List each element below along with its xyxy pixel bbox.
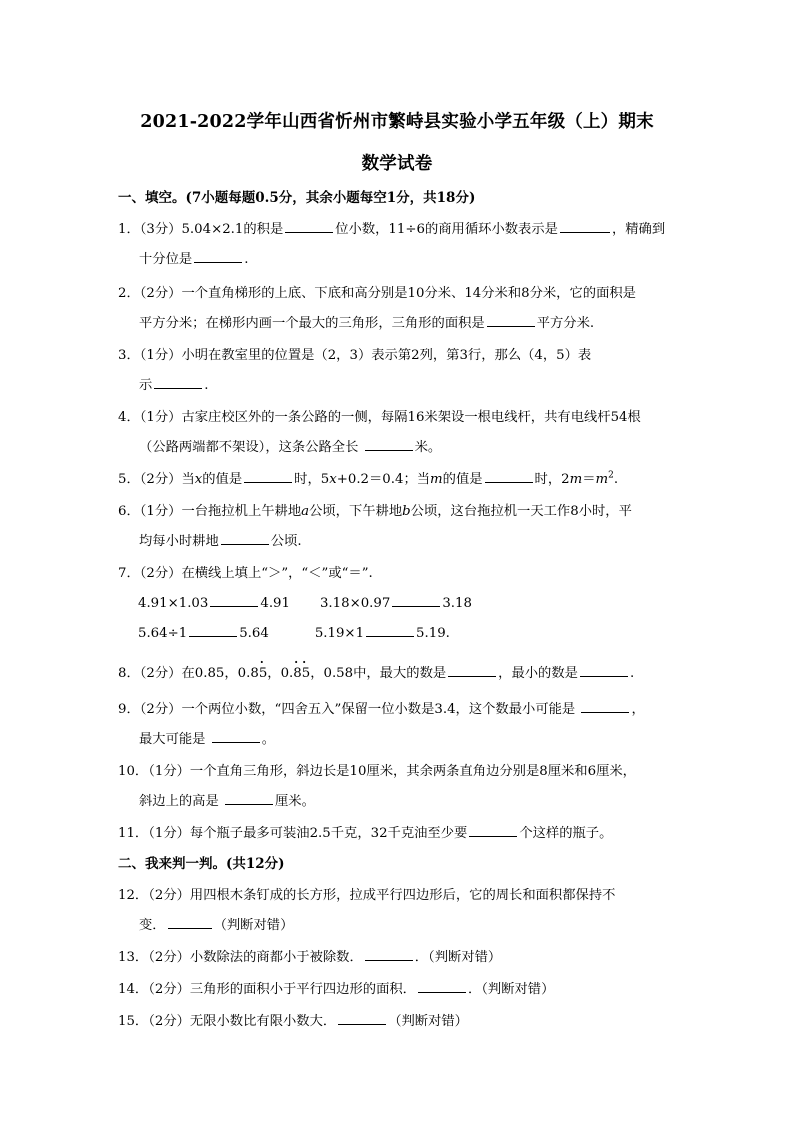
question-13: 13．（2分）小数除法的商都小于被除数． ．（判断对错）	[118, 950, 502, 965]
answer-blank[interactable]	[225, 792, 273, 805]
repeat-dot-icon: ·	[302, 656, 307, 669]
section-heading-fill: 一、填空。(7小题每题0.5分，其余小题每空1分，共18分)	[118, 190, 476, 206]
answer-blank[interactable]	[487, 314, 535, 327]
answer-blank[interactable]	[448, 664, 496, 677]
question-6-cont: 均每小时耕地 公顷.	[139, 534, 302, 549]
repeating-decimal-digits: · 5	[258, 656, 268, 681]
question-10-cont: 斜边上的高是 厘米。	[139, 794, 315, 809]
answer-blank[interactable]	[189, 624, 237, 637]
paper-title-line2: 数学试卷	[361, 154, 433, 174]
answer-blank[interactable]	[580, 664, 628, 677]
question-6: 6．（1分）一台拖拉机上午耕地a公顷，下午耕地b公顷，这台拖拉机一天工作8小时，平	[118, 504, 632, 519]
question-9: 9．（2分）一个两位小数，“四舍五入”保留一位小数是3.4，这个数最小可能是 ，	[118, 702, 645, 717]
section-heading-judge: 二、我来判一判。(共12分)	[118, 856, 285, 872]
answer-blank[interactable]	[221, 532, 269, 545]
question-9-cont: 最大可能是 。	[139, 732, 276, 747]
repeat-dot-icon: ·	[294, 656, 299, 669]
answer-blank[interactable]	[560, 220, 610, 233]
answer-blank[interactable]	[194, 250, 242, 263]
answer-blank[interactable]	[244, 470, 292, 483]
repeat-dot-icon: ·	[259, 656, 264, 669]
answer-blank[interactable]	[365, 948, 413, 961]
question-2-cont: 平方分米；在梯形内画一个最大的三角形，三角形的面积是 平方分米.	[139, 316, 595, 331]
question-2: 2．（2分）一个直角梯形的上底、下底和高分别是10分米、14分米和8分米，它的面积是	[118, 286, 636, 301]
question-7-row-1: 4.91×1.03 4.91 3.18×0.97 3.18	[138, 596, 472, 611]
question-4: 4．（1分）古家庄校区外的一条公路的一侧，每隔16米架设一根电线杆，共有电线杆54根	[118, 410, 641, 425]
answer-blank[interactable]	[581, 700, 629, 713]
answer-blank[interactable]	[212, 730, 260, 743]
question-4-cont: （公路两端都不架设），这条公路全长 米。	[139, 440, 442, 455]
question-5: 5．（2分）当x的值是 时，5x+0.2＝0.4；当m的值是 时，$2m=m^2$.	[118, 470, 619, 487]
question-10: 10．（1分）一个直角三角形，斜边长是10厘米，其余两条直角边分别是8厘米和6厘米，	[118, 764, 636, 779]
answer-blank[interactable]	[285, 220, 333, 233]
answer-blank[interactable]	[469, 824, 517, 837]
question-3-cont: 示 .	[139, 378, 209, 393]
answer-blank[interactable]	[365, 438, 413, 451]
question-8: 8．（2分）在0.85，0.8 · 5，0. · · 85，0.58中，最大的数是 ，最小的数是 .	[118, 656, 635, 681]
question-7: 7．（2分）在横线上填上“＞”，“＜”或“＝”.	[118, 566, 373, 581]
question-12: 12．（2分）用四根木条钉成的长方形，拉成平行四边形后，它的周长和面积都保持不	[118, 888, 616, 903]
answer-blank[interactable]	[485, 470, 533, 483]
answer-blank[interactable]	[338, 1012, 386, 1025]
answer-blank[interactable]	[168, 916, 212, 929]
question-15: 15．（2分）无限小数比有限小数大． （判断对错）	[118, 1014, 468, 1029]
question-1-cont: 十分位是 .	[139, 252, 249, 267]
answer-blank[interactable]	[210, 594, 258, 607]
answer-blank[interactable]	[154, 376, 202, 389]
question-11: 11．（1分）每个瓶子最多可装油2.5千克，32千克油至少要 个这样的瓶子。	[118, 826, 613, 841]
repeating-decimal-digits: · · 85	[293, 656, 311, 681]
answer-blank[interactable]	[392, 594, 440, 607]
answer-blank[interactable]	[418, 980, 466, 993]
paper-title-line1: 2021-2022学年山西省忻州市繁峙县实验小学五年级（上）期末	[140, 112, 654, 132]
question-7-row-2: 5.64÷1 5.64 5.19×1 5.19.	[138, 626, 450, 641]
question-1: 1．（3分）5.04×2.1的积是 位小数，11÷6的商用循环小数表示是 ，精确到	[118, 222, 666, 237]
question-3: 3．（1分）小明在教室里的位置是（2，3）表示第2列，第3行，那么（4，5）表	[118, 348, 592, 363]
answer-blank[interactable]	[366, 624, 414, 637]
question-12-cont: 变． （判断对错）	[139, 918, 294, 933]
question-14: 14．（2分）三角形的面积小于平行四边形的面积． ．（判断对错）	[118, 982, 555, 997]
